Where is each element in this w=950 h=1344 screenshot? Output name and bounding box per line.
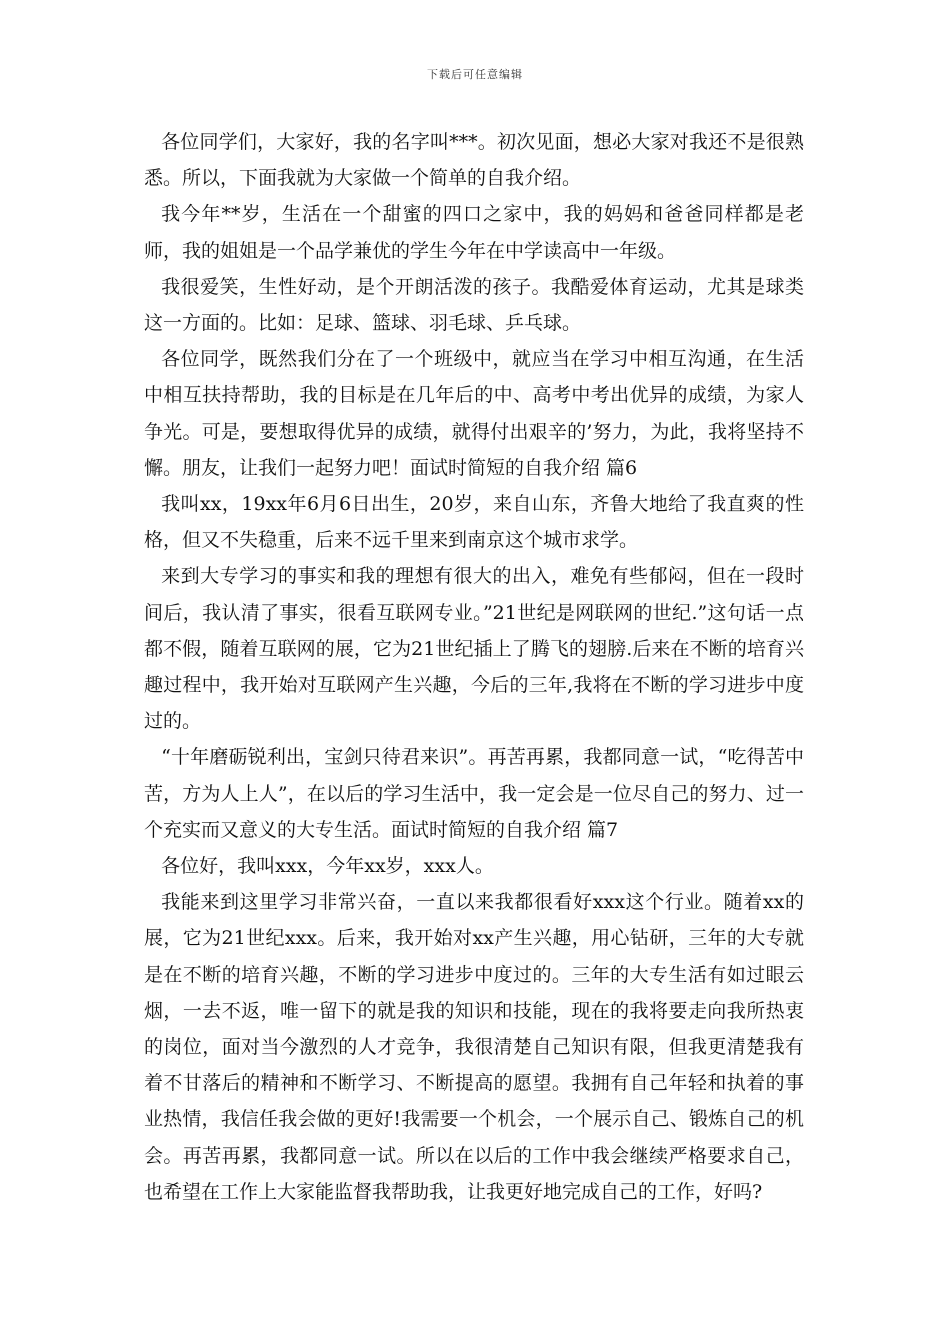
paragraph: 来到大专学习的事实和我的理想有很大的出入，难免有些郁闷，但在一段时间后，我认清了事实，很看互联网专业。”21世纪是网联网的世纪.”这句话一点都不假，随着互联网的展，它为21世纪插上了腾飞的翅膀.后来在不断的培育兴趣过程中，我开始对互联网产生兴趣，今后的三年,我将在不断的学习进步中度过的。 xyxy=(144,565,804,733)
paragraph: 各位同学，既然我们分在了一个班级中，就应当在学习中相互沟通，在生活中相互扶持帮助，我的目标是在几年后的中、高考中考出优异的成绩，为家人争光。可是，要想取得优异的成绩，就得付出艰辛的’努力，为此，我将坚持不懈。朋友，让我们一起努力吧！面试时简短的自我介绍 篇6 xyxy=(144,348,804,479)
paragraph: 我很爱笑，生性好动，是个开朗活泼的孩子。我酷爱体育运动，尤其是球类这一方面的。比如：足球、篮球、羽毛球、乒乓球。 xyxy=(144,275,804,335)
paragraph: “十年磨砺锐利出，宝剑只待君来识”。再苦再累，我都同意一试，“吃得苦中苦，方为人上人”，在以后的学习生活中，我一定会是一位尽自己的努力、过一个充实而又意义的大专生活。面试时简短的自我介绍 篇7 xyxy=(144,746,804,841)
paragraph: 我今年**岁，生活在一个甜蜜的四口之家中，我的妈妈和爸爸同样都是老师，我的姐姐是一个品学兼优的学生今年在中学读高中一年级。 xyxy=(144,203,804,262)
paragraph: 各位好，我叫xxx，今年xx岁，xxx人。 xyxy=(161,855,494,878)
paragraph: 我叫xx，19xx年6月6日出生，20岁，来自山东，齐鲁大地给了我直爽的性格，但又不失稳重，后来不远千里来到南京这个城市求学。 xyxy=(144,493,804,552)
paragraph: 我能来到这里学习非常兴奋，一直以来我都很看好xxx这个行业。随着xx的展，它为21世纪xxx。后来，我开始对xx产生兴趣，用心钻研，三年的大专就是在不断的培育兴趣，不断的学习进步中度过的。三年的大专生活有如过眼云烟，一去不返，唯一留下的就是我的知识和技能，现在的我将要走向我所热衷的岗位，面对当今激烈的人才竞争，我很清楚自己知识有限，但我更清楚我有着不甘落后的精神和不断学习、不断提高的愿望。我拥有自己年轻和执着的事业热情，我信任我会做的更好!我需要一个机会，一个展示自己、锻炼自己的机会。再苦再累，我都同意一试。所以在以后的工作中我会继续严格要求自己，也希望在工作上大家能监督我帮助我，让我更好地完成自己的工作，好吗? xyxy=(144,891,804,1203)
document-body xyxy=(144,124,804,1210)
page-header: 下载后可任意编辑 xyxy=(427,68,523,81)
paragraph: 各位同学们，大家好，我的名字叫***。初次见面，想必大家对我还不是很熟悉。所以，下面我就为大家做一个简单的自我介绍。 xyxy=(144,131,804,190)
